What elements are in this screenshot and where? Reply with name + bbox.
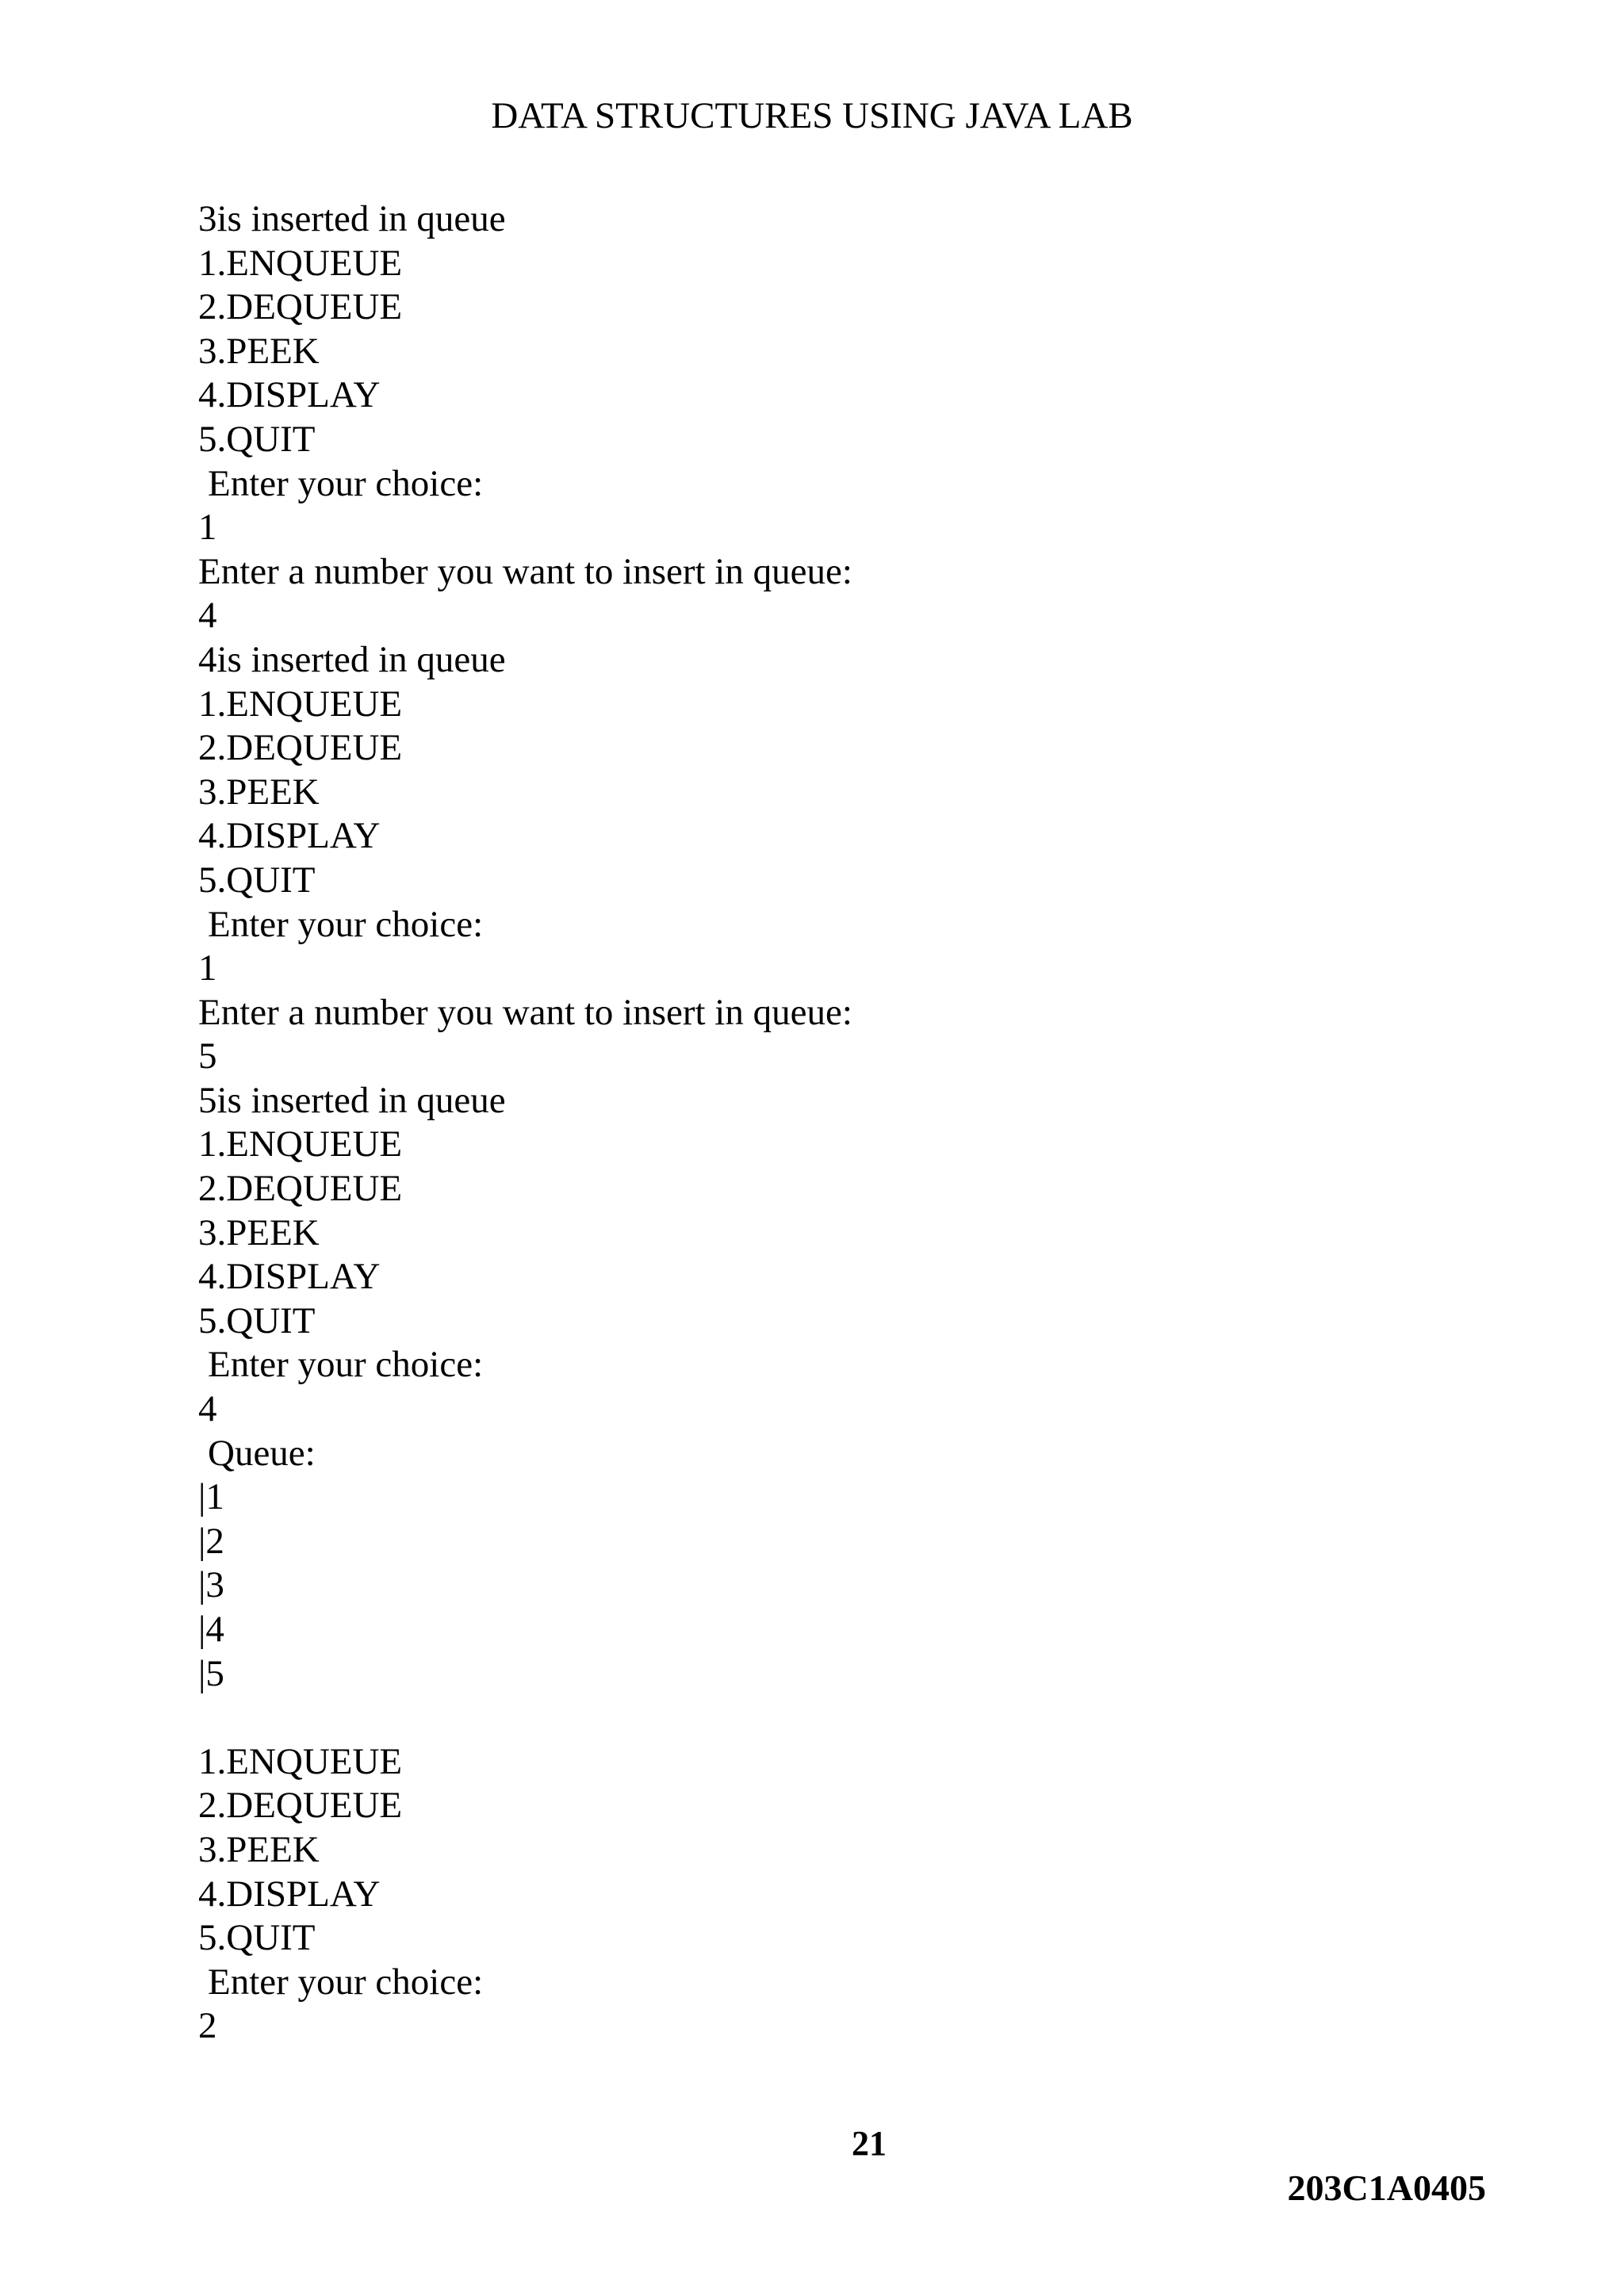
output-line: 5.QUIT bbox=[198, 418, 316, 460]
output-line: 5.QUIT bbox=[198, 1299, 316, 1341]
output-line: 4.DISPLAY bbox=[198, 1256, 381, 1298]
output-line: 4is inserted in queue bbox=[198, 638, 506, 680]
console-output bbox=[198, 197, 1467, 2049]
output-line: 5.QUIT bbox=[198, 1917, 316, 1959]
output-line: |3 bbox=[198, 1564, 224, 1606]
output-line: |2 bbox=[198, 1520, 224, 1562]
blank-line bbox=[198, 1696, 1467, 1740]
output-line: Enter a number you want to insert in queue: bbox=[198, 991, 852, 1033]
output-line: 4.DISPLAY bbox=[198, 815, 381, 857]
output-line: 5 bbox=[198, 1035, 217, 1077]
output-line: 5.QUIT bbox=[198, 859, 316, 901]
output-line: 2.DEQUEUE bbox=[198, 286, 403, 328]
output-line: 2.DEQUEUE bbox=[198, 1168, 403, 1210]
output-line: |1 bbox=[198, 1476, 224, 1518]
output-line: |4 bbox=[198, 1609, 224, 1650]
output-line: 4.DISPLAY bbox=[198, 374, 381, 416]
output-line: Enter your choice: bbox=[208, 1961, 484, 2003]
roll-number: 203C1A0405 bbox=[1287, 2168, 1486, 2208]
output-line: 4.DISPLAY bbox=[198, 1873, 381, 1915]
output-line: 1.ENQUEUE bbox=[198, 1123, 403, 1165]
page-header-title: DATA STRUCTURES USING JAVA LAB bbox=[491, 95, 1133, 136]
output-line: Enter your choice: bbox=[208, 1344, 484, 1386]
output-line: |5 bbox=[198, 1652, 224, 1694]
output-line: 5is inserted in queue bbox=[198, 1079, 506, 1121]
output-line: 1 bbox=[198, 507, 217, 549]
output-line: 4 bbox=[198, 595, 217, 637]
output-line: 3.PEEK bbox=[198, 330, 320, 372]
output-line: 2.DEQUEUE bbox=[198, 1785, 403, 1827]
output-line: Queue: bbox=[208, 1432, 316, 1474]
page-number: 21 bbox=[852, 2124, 887, 2163]
output-line: Enter a number you want to insert in queue: bbox=[198, 550, 852, 592]
output-line: 1.ENQUEUE bbox=[198, 242, 403, 284]
output-line: 3.PEEK bbox=[198, 771, 320, 813]
output-line: 1 bbox=[198, 947, 217, 989]
output-line: 2 bbox=[198, 2005, 217, 2047]
output-line: 1.ENQUEUE bbox=[198, 1740, 403, 1782]
output-line: Enter your choice: bbox=[208, 903, 484, 945]
output-line: 4 bbox=[198, 1388, 217, 1430]
output-line: 2.DEQUEUE bbox=[198, 727, 403, 769]
output-line: 1.ENQUEUE bbox=[198, 683, 403, 725]
output-line: 3.PEEK bbox=[198, 1211, 320, 1253]
output-line: Enter your choice: bbox=[208, 462, 484, 504]
output-line: 3.PEEK bbox=[198, 1828, 320, 1870]
output-line: 3is inserted in queue bbox=[198, 198, 506, 239]
